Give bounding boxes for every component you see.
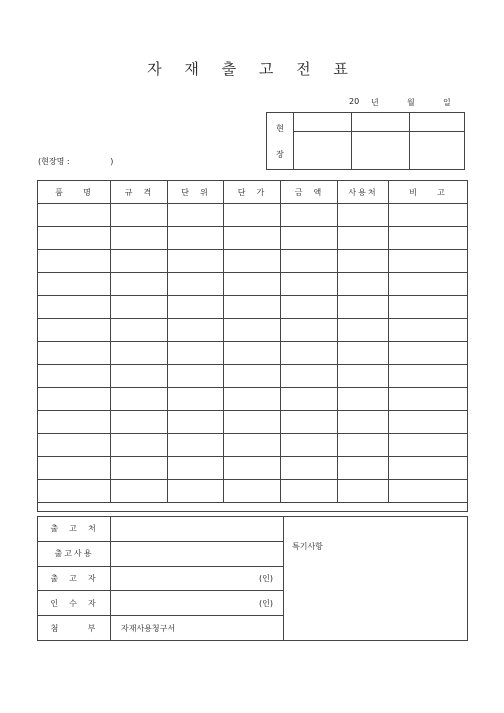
spacer-cell	[38, 503, 468, 512]
attachment-field[interactable]	[111, 616, 284, 641]
table-row	[38, 227, 468, 250]
table-cell[interactable]	[281, 204, 338, 227]
table-cell[interactable]	[281, 365, 338, 388]
table-cell[interactable]	[38, 365, 111, 388]
table-cell[interactable]	[224, 227, 281, 250]
table-cell[interactable]	[281, 342, 338, 365]
table-cell[interactable]	[281, 273, 338, 296]
table-cell[interactable]	[389, 342, 468, 365]
table-cell[interactable]	[224, 457, 281, 480]
table-cell[interactable]	[38, 227, 111, 250]
table-cell[interactable]	[38, 457, 111, 480]
receiver-label: 인 수 자	[38, 591, 111, 616]
date-year[interactable]: 20	[349, 97, 360, 106]
header-item-name: 품 명	[38, 181, 111, 204]
table-row	[38, 319, 468, 342]
table-cell[interactable]	[168, 342, 224, 365]
site-box-cell[interactable]	[410, 113, 464, 131]
table-cell[interactable]	[168, 296, 224, 319]
site-box-cell[interactable]	[410, 132, 464, 169]
site-box-cell[interactable]	[352, 113, 409, 131]
remarks-label: 특기사항	[292, 542, 323, 551]
issuer-field[interactable]	[111, 566, 284, 591]
table-cell[interactable]	[111, 457, 168, 480]
table-cell[interactable]	[111, 227, 168, 250]
table-cell[interactable]	[224, 342, 281, 365]
table-row	[38, 342, 468, 365]
table-cell[interactable]	[281, 388, 338, 411]
table-cell[interactable]	[111, 273, 168, 296]
table-cell[interactable]	[224, 204, 281, 227]
table-row	[38, 204, 468, 227]
table-cell[interactable]	[338, 365, 389, 388]
table-cell[interactable]	[281, 250, 338, 273]
table-cell[interactable]	[38, 273, 111, 296]
table-cell[interactable]	[38, 342, 111, 365]
table-cell[interactable]	[281, 227, 338, 250]
table-cell[interactable]	[38, 388, 111, 411]
header-amount: 금 액	[281, 181, 338, 204]
table-cell[interactable]	[338, 250, 389, 273]
table-cell[interactable]	[389, 296, 468, 319]
table-cell[interactable]	[168, 227, 224, 250]
table-cell[interactable]	[338, 411, 389, 434]
site-box-cell[interactable]	[294, 113, 351, 131]
table-cell[interactable]	[38, 480, 111, 503]
table-row	[38, 388, 468, 411]
table-cell[interactable]	[224, 273, 281, 296]
table-cell[interactable]	[338, 296, 389, 319]
table-cell[interactable]	[111, 388, 168, 411]
table-cell[interactable]	[224, 434, 281, 457]
table-cell[interactable]	[111, 204, 168, 227]
table-row	[38, 273, 468, 296]
table-cell[interactable]	[338, 457, 389, 480]
date-day-unit: 일	[443, 98, 451, 107]
table-cell[interactable]	[338, 319, 389, 342]
table-cell[interactable]	[168, 250, 224, 273]
table-cell[interactable]	[389, 411, 468, 434]
table-cell[interactable]	[281, 480, 338, 503]
site-box-char-2: 장	[276, 150, 284, 159]
table-cell[interactable]	[38, 411, 111, 434]
table-cell[interactable]	[281, 411, 338, 434]
header-remarks: 비 고	[389, 181, 468, 204]
table-row	[38, 250, 468, 273]
receiver-seal: (인)	[259, 598, 273, 608]
table-row	[38, 480, 468, 503]
table-cell[interactable]	[224, 388, 281, 411]
table-row	[38, 296, 468, 319]
site-box-cell[interactable]	[294, 132, 351, 169]
table-cell[interactable]	[111, 411, 168, 434]
table-cell[interactable]	[389, 434, 468, 457]
table-cell[interactable]	[111, 434, 168, 457]
table-cell[interactable]	[338, 434, 389, 457]
table-cell[interactable]	[389, 273, 468, 296]
table-cell[interactable]	[38, 434, 111, 457]
table-row	[38, 434, 468, 457]
table-cell[interactable]	[38, 204, 111, 227]
table-cell[interactable]	[111, 365, 168, 388]
table-cell[interactable]	[281, 457, 338, 480]
table-cell[interactable]	[224, 365, 281, 388]
table-cell[interactable]	[224, 296, 281, 319]
table-cell[interactable]	[38, 319, 111, 342]
table-cell[interactable]	[389, 227, 468, 250]
table-cell[interactable]	[38, 250, 111, 273]
table-header-row	[38, 181, 468, 204]
table-cell[interactable]	[224, 319, 281, 342]
table-cell[interactable]	[389, 319, 468, 342]
header-unit: 단 위	[168, 181, 224, 204]
site-name-label: (현장명 : )	[38, 157, 114, 166]
page-title: 자 재 출 고 전 표	[147, 60, 357, 78]
table-cell[interactable]	[168, 388, 224, 411]
table-cell[interactable]	[281, 434, 338, 457]
table-cell[interactable]	[338, 204, 389, 227]
table-cell[interactable]	[168, 480, 224, 503]
table-cell[interactable]	[281, 319, 338, 342]
table-cell[interactable]	[111, 250, 168, 273]
table-cell[interactable]	[224, 250, 281, 273]
issue-place-label: 출 고 처	[38, 517, 111, 542]
attachment-label: 첨 부	[38, 616, 111, 641]
items-table	[37, 180, 468, 512]
header-spec: 규 격	[111, 181, 168, 204]
table-cell[interactable]	[338, 342, 389, 365]
table-cell[interactable]	[338, 480, 389, 503]
remarks-area[interactable]	[284, 517, 468, 641]
table-cell[interactable]	[389, 480, 468, 503]
issue-use-field[interactable]	[111, 541, 284, 566]
table-cell[interactable]	[389, 388, 468, 411]
date-month-unit: 월	[407, 98, 415, 107]
table-cell[interactable]	[168, 411, 224, 434]
header-unit-price: 단 가	[224, 181, 281, 204]
table-cell[interactable]	[38, 296, 111, 319]
date-year-unit: 년	[371, 98, 379, 107]
table-cell[interactable]	[168, 457, 224, 480]
table-cell[interactable]	[111, 296, 168, 319]
issue-use-label: 출고사용	[38, 541, 111, 566]
issuer-seal: (인)	[259, 573, 273, 583]
issuer-label: 출 고 자	[38, 566, 111, 591]
site-approval-box	[266, 112, 465, 170]
table-cell[interactable]	[389, 204, 468, 227]
table-cell[interactable]	[281, 296, 338, 319]
table-cell[interactable]	[168, 204, 224, 227]
table-row	[38, 365, 468, 388]
table-cell[interactable]	[389, 457, 468, 480]
attachment-value: 자재사용청구서	[121, 623, 176, 633]
table-cell[interactable]	[168, 319, 224, 342]
table-cell[interactable]	[168, 365, 224, 388]
table-cell[interactable]	[111, 480, 168, 503]
table-cell[interactable]	[338, 227, 389, 250]
site-box-cell[interactable]	[352, 132, 409, 169]
table-cell[interactable]	[338, 273, 389, 296]
table-row	[38, 457, 468, 480]
footer-table	[37, 516, 468, 641]
receiver-field[interactable]	[111, 591, 284, 616]
table-cell[interactable]	[168, 273, 224, 296]
table-cell[interactable]	[111, 319, 168, 342]
spacer-row	[38, 503, 468, 512]
table-row	[38, 411, 468, 434]
table-cell[interactable]	[389, 250, 468, 273]
table-cell[interactable]	[224, 480, 281, 503]
table-cell[interactable]	[338, 388, 389, 411]
issue-place-field[interactable]	[111, 517, 284, 542]
table-cell[interactable]	[389, 365, 468, 388]
table-cell[interactable]	[168, 434, 224, 457]
site-box-char-1: 현	[276, 124, 284, 133]
table-cell[interactable]	[224, 411, 281, 434]
header-usage: 사용처	[338, 181, 389, 204]
table-cell[interactable]	[111, 342, 168, 365]
